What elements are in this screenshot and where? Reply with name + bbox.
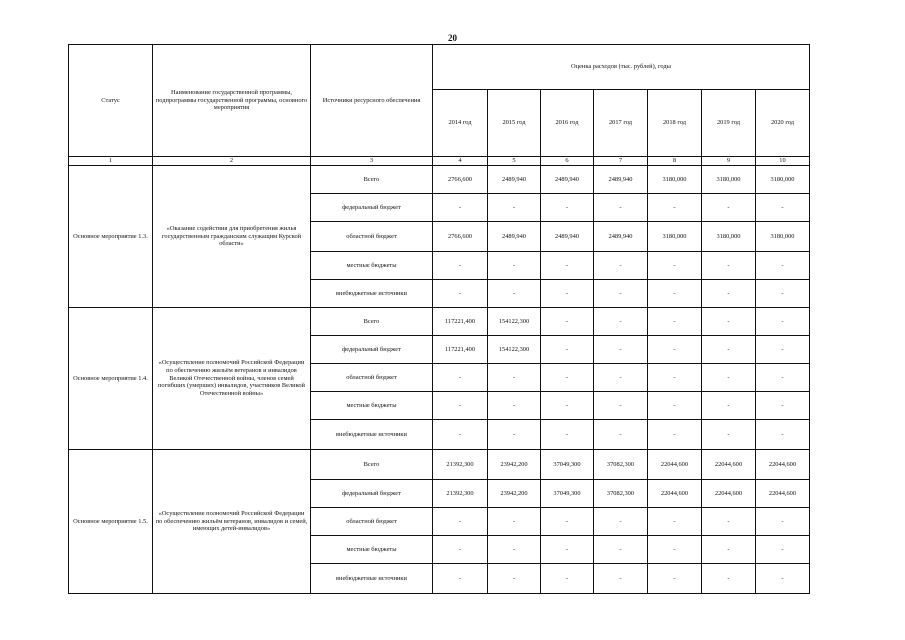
value-cell: 154122,300 (488, 308, 541, 336)
value-cell: - (756, 308, 810, 336)
value-cell: - (433, 420, 488, 450)
value-cell: 3180,000 (756, 222, 810, 252)
value-cell: - (756, 252, 810, 280)
column-number: 1 (69, 157, 153, 166)
activity-name-cell: «Осуществление полномочий Российской Федерации по обеспечению жильём ветеранов, инвалидов и семей, имеющих детей-инвалидов» (153, 450, 311, 594)
table-row (69, 450, 810, 480)
value-cell: 2489,940 (594, 166, 648, 194)
column-number: 7 (594, 157, 648, 166)
header-year: 2016 год (541, 90, 594, 157)
value-cell: 3180,000 (702, 166, 756, 194)
value-cell: - (756, 536, 810, 564)
status-cell: Основное мероприятие 1.3. (69, 166, 153, 308)
value-cell: 3180,000 (648, 166, 702, 194)
value-cell: 3180,000 (648, 222, 702, 252)
header-year: 2015 год (488, 90, 541, 157)
column-number: 4 (433, 157, 488, 166)
source-cell: Всего (311, 450, 433, 480)
value-cell: 2489,940 (488, 166, 541, 194)
value-cell: 22044,600 (756, 480, 810, 508)
column-number: 3 (311, 157, 433, 166)
value-cell: - (594, 252, 648, 280)
value-cell: - (756, 364, 810, 392)
value-cell: 37049,300 (541, 480, 594, 508)
header-estimate: Оценка расходов (тыс. рублей), годы (433, 45, 810, 90)
value-cell: - (541, 508, 594, 536)
value-cell: 21392,300 (433, 450, 488, 480)
header-year: 2019 год (702, 90, 756, 157)
value-cell: - (433, 364, 488, 392)
value-cell: - (541, 308, 594, 336)
header-year: 2017 год (594, 90, 648, 157)
value-cell: 2489,940 (541, 166, 594, 194)
value-cell: 3180,000 (702, 222, 756, 252)
value-cell: - (756, 564, 810, 594)
value-cell: 22044,600 (702, 480, 756, 508)
value-cell: - (541, 252, 594, 280)
value-cell: - (541, 536, 594, 564)
table-row (69, 308, 810, 336)
value-cell: - (488, 364, 541, 392)
value-cell: - (433, 564, 488, 594)
value-cell: - (488, 392, 541, 420)
column-number: 6 (541, 157, 594, 166)
value-cell: 22044,600 (648, 450, 702, 480)
value-cell: - (594, 194, 648, 222)
value-cell: - (594, 536, 648, 564)
value-cell: - (756, 194, 810, 222)
value-cell: - (488, 194, 541, 222)
value-cell: - (648, 508, 702, 536)
value-cell: - (648, 194, 702, 222)
value-cell: - (488, 536, 541, 564)
source-cell: федеральный бюджет (311, 480, 433, 508)
value-cell: 117221,400 (433, 336, 488, 364)
value-cell: 22044,600 (702, 450, 756, 480)
budget-table (68, 44, 810, 594)
column-number: 10 (756, 157, 810, 166)
value-cell: - (541, 392, 594, 420)
value-cell: - (702, 420, 756, 450)
value-cell: - (594, 308, 648, 336)
value-cell: 22044,600 (756, 450, 810, 480)
source-cell: областной бюджет (311, 364, 433, 392)
value-cell: - (648, 364, 702, 392)
source-cell: внебюджетные источники (311, 564, 433, 594)
value-cell: - (702, 280, 756, 308)
source-cell: Всего (311, 166, 433, 194)
value-cell: - (648, 336, 702, 364)
value-cell: - (488, 508, 541, 536)
value-cell: - (648, 392, 702, 420)
value-cell: 23942,200 (488, 450, 541, 480)
header-year: 2014 год (433, 90, 488, 157)
value-cell: - (648, 536, 702, 564)
value-cell: - (541, 364, 594, 392)
table-body (69, 166, 810, 594)
source-cell: федеральный бюджет (311, 194, 433, 222)
value-cell: - (702, 308, 756, 336)
value-cell: - (488, 420, 541, 450)
source-cell: местные бюджеты (311, 392, 433, 420)
value-cell: - (488, 280, 541, 308)
value-cell: - (433, 508, 488, 536)
page-number: 20 (448, 33, 457, 43)
source-cell: внебюджетные источники (311, 280, 433, 308)
value-cell: - (433, 536, 488, 564)
source-cell: областной бюджет (311, 222, 433, 252)
value-cell: - (541, 564, 594, 594)
source-cell: местные бюджеты (311, 252, 433, 280)
value-cell: 2766,600 (433, 222, 488, 252)
value-cell: 23942,200 (488, 480, 541, 508)
header-year: 2018 год (648, 90, 702, 157)
source-cell: местные бюджеты (311, 536, 433, 564)
column-number: 5 (488, 157, 541, 166)
source-cell: Всего (311, 308, 433, 336)
value-cell: - (702, 364, 756, 392)
status-cell: Основное мероприятие 1.5. (69, 450, 153, 594)
value-cell: - (594, 364, 648, 392)
column-number: 9 (702, 157, 756, 166)
value-cell: - (594, 392, 648, 420)
value-cell: - (433, 194, 488, 222)
value-cell: - (594, 508, 648, 536)
value-cell: - (648, 280, 702, 308)
value-cell: - (702, 392, 756, 420)
value-cell: 2766,600 (433, 166, 488, 194)
column-number: 2 (153, 157, 311, 166)
value-cell: - (433, 392, 488, 420)
value-cell: - (756, 508, 810, 536)
value-cell: 2489,940 (488, 222, 541, 252)
value-cell: - (594, 564, 648, 594)
value-cell: 2489,940 (541, 222, 594, 252)
value-cell: - (702, 194, 756, 222)
value-cell: 37082,300 (594, 480, 648, 508)
value-cell: 154122,300 (488, 336, 541, 364)
value-cell: - (488, 564, 541, 594)
header-year: 2020 год (756, 90, 810, 157)
value-cell: - (541, 194, 594, 222)
activity-name-cell: «Осуществление полномочий Российской Федерации по обеспечению жильём ветеранов и инвалидов Великой Отечественной войны, членов семей погибших (умерших) инвалидов, участников Великой Отечественной войны» (153, 308, 311, 450)
source-cell: внебюджетные источники (311, 420, 433, 450)
value-cell: - (594, 280, 648, 308)
value-cell: - (702, 536, 756, 564)
header-status: Статус (69, 45, 153, 157)
source-cell: областной бюджет (311, 508, 433, 536)
header-name: Наименование государственной программы, подпрограммы государственной программы, основного мероприятия (153, 45, 311, 157)
value-cell: - (594, 420, 648, 450)
value-cell: 37049,300 (541, 450, 594, 480)
value-cell: - (648, 420, 702, 450)
value-cell: - (488, 252, 541, 280)
value-cell: - (433, 280, 488, 308)
value-cell: - (433, 252, 488, 280)
value-cell: - (756, 336, 810, 364)
column-number: 8 (648, 157, 702, 166)
value-cell: 22044,600 (648, 480, 702, 508)
value-cell: - (756, 420, 810, 450)
value-cell: - (541, 420, 594, 450)
value-cell: - (648, 564, 702, 594)
activity-name-cell: «Оказание содействия для приобретения жилья государственным гражданским служащим Курской области» (153, 166, 311, 308)
value-cell: - (541, 280, 594, 308)
value-cell: - (756, 392, 810, 420)
source-cell: федеральный бюджет (311, 336, 433, 364)
value-cell: - (648, 252, 702, 280)
value-cell: 21392,300 (433, 480, 488, 508)
table-row (69, 166, 810, 194)
value-cell: 3180,000 (756, 166, 810, 194)
value-cell: - (541, 336, 594, 364)
header-sources: Источники ресурсного обеспечения (311, 45, 433, 157)
value-cell: - (594, 336, 648, 364)
value-cell: 2489,940 (594, 222, 648, 252)
value-cell: - (702, 252, 756, 280)
value-cell: - (648, 308, 702, 336)
value-cell: - (702, 336, 756, 364)
value-cell: 117221,400 (433, 308, 488, 336)
value-cell: 37082,300 (594, 450, 648, 480)
status-cell: Основное мероприятие 1.4. (69, 308, 153, 450)
value-cell: - (702, 508, 756, 536)
value-cell: - (702, 564, 756, 594)
value-cell: - (756, 280, 810, 308)
